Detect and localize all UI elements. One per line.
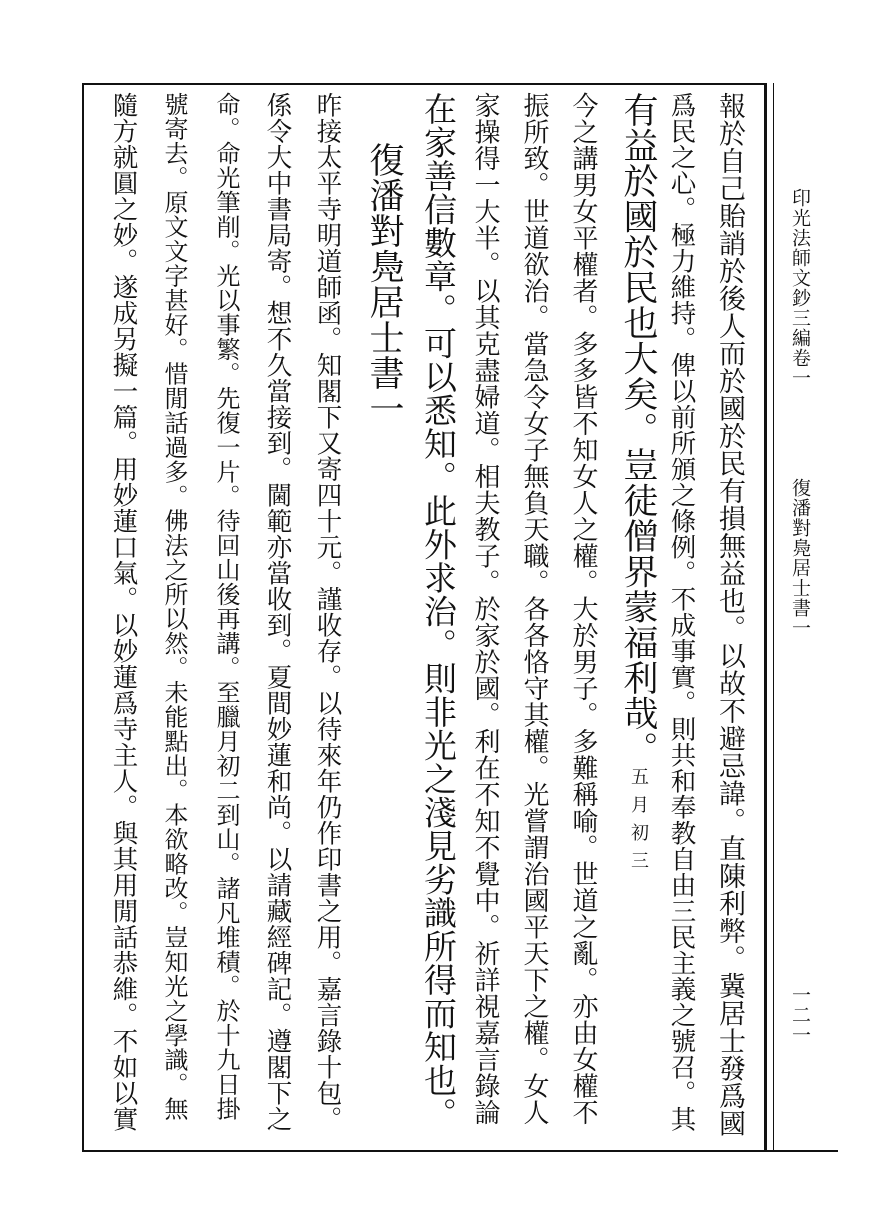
page-number: 一二一 xyxy=(789,985,811,1045)
text-column: 今之講男女平權者。多多皆不知女人之權。大於男子。多難稱喻。世道之亂。亦由女權不 xyxy=(568,92,598,1126)
text-column: 隨方就圓之妙。遂成另擬一篇。用妙蓮口氣。以妙蓮爲寺主人。與其用閒話恭維。不如以實 xyxy=(108,92,139,1132)
section-title: 復潘對鳧居士書一 xyxy=(789,478,811,638)
frame-top-line xyxy=(82,83,764,85)
text-column: 家操得一大半。以其克盡婦道。相夫教子。於家於國。利在不知不覺中。祈詳視嘉言錄論 xyxy=(470,92,500,1126)
text-column xyxy=(618,92,658,879)
text-column: 報於自己貽誚於後人而於國於民有損無益也。以故不避忌諱。直陳利弊。冀居士發爲國 xyxy=(714,92,745,1137)
column-text: 有益於國於民也大矣。豈徒僧界蒙福利哉。 xyxy=(618,92,658,767)
text-column: 爲民之心。極力維持。俾以前所頒之條例。不成事實。則共和奉教自由三民主義之號召。其 xyxy=(666,92,697,1132)
text-column: 號寄去。原文文字甚好。惜閒話過多。佛法之所以然。未能點出。本欲略改。豈知光之學識。無 xyxy=(160,92,188,1121)
text-column: 在家善信數章。可以悉知。此外求治。則非光之淺見劣識所得而知也。 xyxy=(419,92,458,1131)
text-column: 昨接太平寺明道師函。知閣下又寄四十元。謹收存。以待來年仍作印書之用。嘉言錄十包。 xyxy=(312,92,343,1132)
text-column: 命。命光筆削。光以事繁。先復一片。待回山後再講。至臘月初二到山。諸凡堆積。於十九日掛 xyxy=(212,92,240,1121)
letter-heading: 復潘對鳧居士書一 xyxy=(364,142,404,426)
frame-right-line xyxy=(764,83,767,1150)
text-column: 振所致。世道欲治。當急令女子無負天職。各各恪守其權。光嘗謂治國平天下之權。女人 xyxy=(519,92,549,1126)
text-column: 係令大中書局寄。想不久當接到。閫範亦當收到。夏間妙蓮和尚。以請藏經碑記。遵閣下之 xyxy=(262,92,293,1132)
frame-right-thin-line xyxy=(773,83,774,1150)
frame-bottom-line xyxy=(82,1150,838,1152)
book-title: 印光法師文鈔三編卷一 xyxy=(789,188,811,388)
frame-left-line xyxy=(82,83,84,1150)
date-note: 五月初三 xyxy=(628,766,649,879)
